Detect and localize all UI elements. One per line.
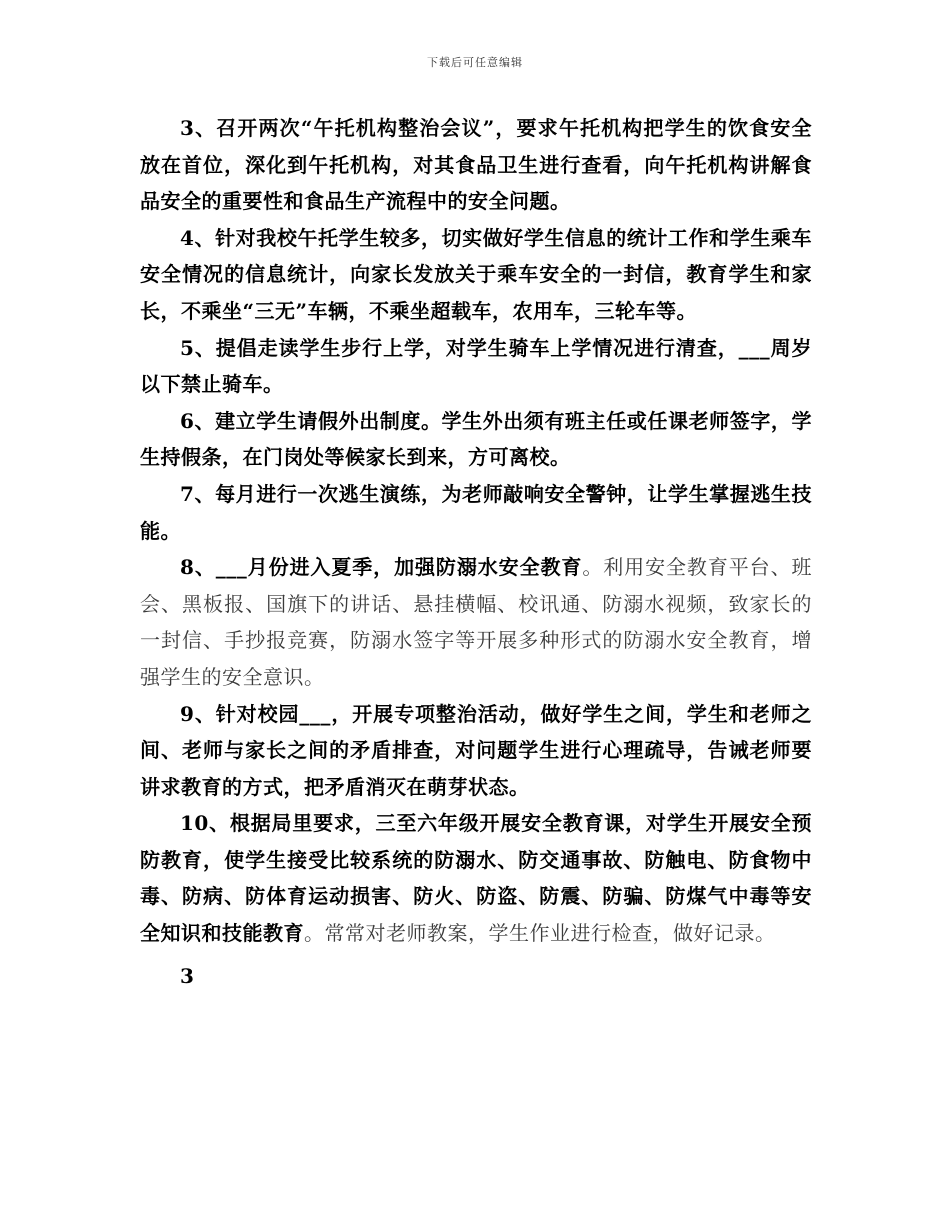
paragraph-4 — [140, 220, 812, 330]
page-number: 3 — [180, 963, 194, 988]
paragraph-5 — [140, 330, 812, 403]
paragraph-8 — [140, 549, 812, 695]
paragraph-7 — [140, 476, 812, 549]
paragraph-text: 6、建立学生请假外出制度。学生外出须有班主任或任课老师签字，学生持假条，在门岗处等候家长到来，方可离校。 — [140, 408, 812, 470]
paragraph-6 — [140, 403, 812, 476]
paragraph-text: 7、每月进行一次逃生演练，为老师敲响安全警钟，让学生掌握逃生技能。 — [140, 481, 812, 543]
paragraph-text: 3、召开两次“午托机构整治会议”，要求午托机构把学生的饮食安全放在首位，深化到午托机构，对其食品卫生进行查看，向午托机构讲解食品安全的重要性和食品生产流程中的安全问题。 — [140, 116, 812, 214]
paragraph-text: 4、针对我校午托学生较多，切实做好学生信息的统计工作和学生乘车安全情况的信息统计，向家长发放关于乘车安全的一封信，教育学生和家长，不乘坐“三无”车辆，不乘坐超载车，农用车，三轮车等。 — [140, 225, 812, 323]
paragraph-10 — [140, 805, 812, 951]
paragraph-text: 10、根据局里要求，三至六年级开展安全教育课，对学生开展安全预防教育，使学生接受比较系统的防溺水、防交通事故、防触电、防食物中毒、防病、防体育运动损害、防火、防盗、防震、防骗、防煤气中毒等安全知识和技能教育 — [140, 811, 812, 946]
header-note: 下载后可任意编辑 — [427, 56, 523, 69]
paragraph-text: 9、针对校园___，开展专项整治活动，做好学生之间，学生和老师之间、老师与家长之间的矛盾排查，对问题学生进行心理疏导，告诫老师要讲求教育的方式，把矛盾消灭在萌芽状态。 — [140, 701, 812, 799]
paragraph-3 — [140, 110, 812, 220]
paragraph-text-normal: 。利用安全教育平台、班会、黑板报、国旗下的讲话、悬挂横幅、校讯通、防溺水视频，致家长的一封信、手抄报竞赛，防溺水签字等开展多种形式的防溺水安全教育，增强学生的安全意识。 — [140, 555, 813, 689]
paragraph-text-normal: 。常常对老师教案，学生作业进行检查，做好记录。 — [304, 921, 776, 946]
paragraph-text: 8、___月份进入夏季，加强防溺水安全教育 — [180, 555, 583, 580]
paragraph-text: 5、提倡走读学生步行上学，对学生骑车上学情况进行清查，___周岁以下禁止骑车。 — [140, 335, 812, 397]
paragraph-9 — [140, 696, 812, 806]
document-body — [140, 110, 812, 994]
